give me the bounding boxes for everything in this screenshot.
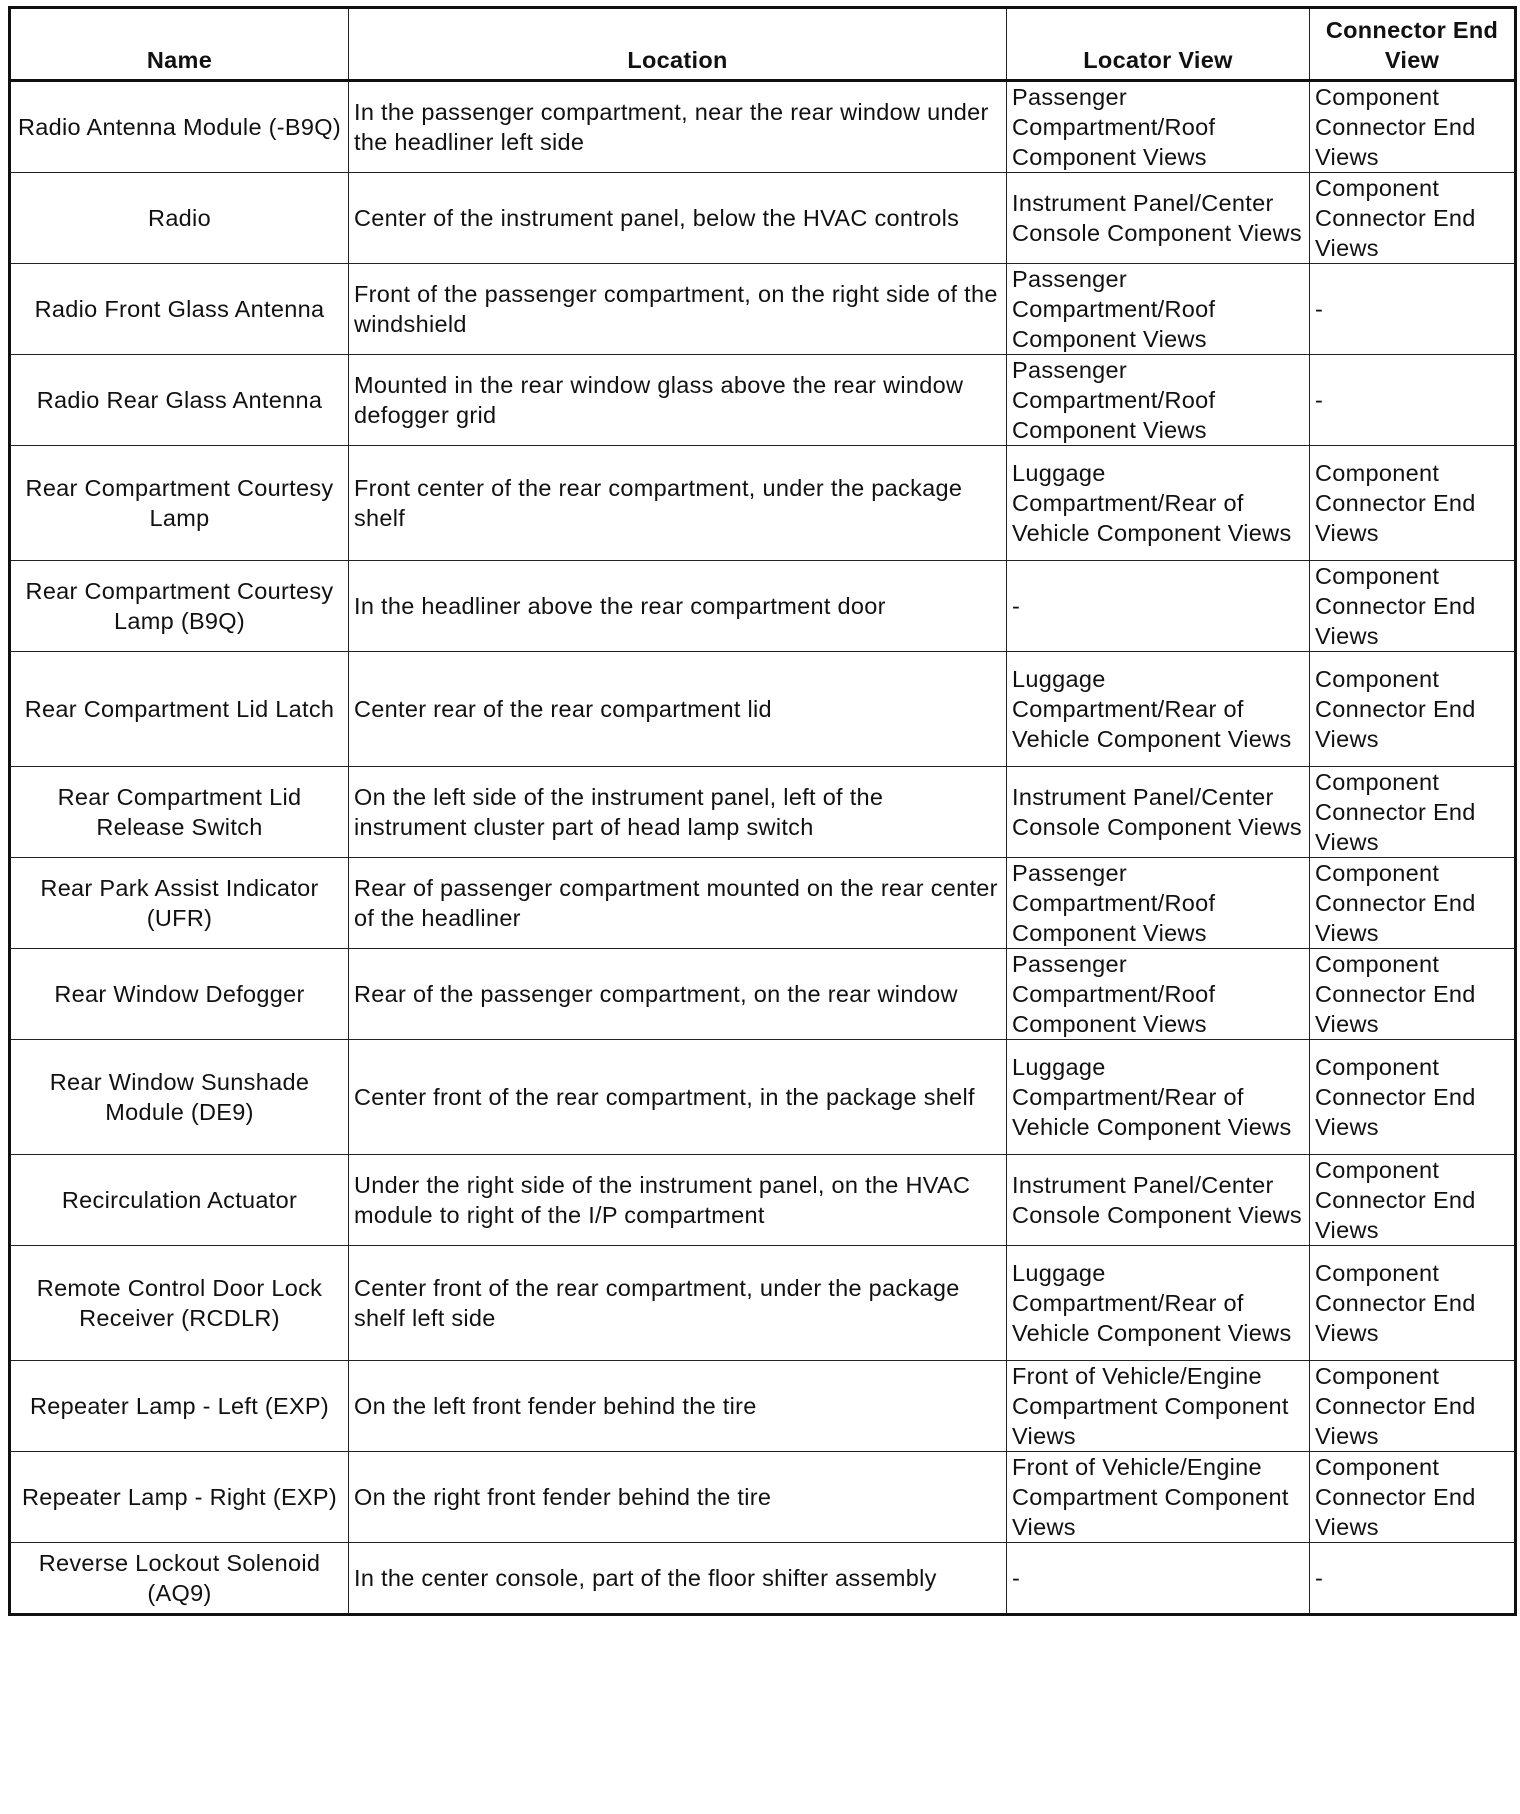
cell-location: Rear of the passenger compartment, on the rear window <box>349 949 1007 1040</box>
cell-name: Repeater Lamp - Right (EXP) <box>10 1452 349 1543</box>
cell-location: Mounted in the rear window glass above the rear window defogger grid <box>349 355 1007 446</box>
cell-name: Rear Compartment Courtesy Lamp (B9Q) <box>10 561 349 652</box>
table-row <box>10 1040 1516 1155</box>
header-location: Location <box>349 8 1007 81</box>
table-row <box>10 1155 1516 1246</box>
cell-connector-end-view: Component Connector End Views <box>1310 1246 1516 1361</box>
cell-name: Remote Control Door Lock Receiver (RCDLR) <box>10 1246 349 1361</box>
cell-connector-end-view: Component Connector End Views <box>1310 1155 1516 1246</box>
table-row <box>10 81 1516 173</box>
cell-locator-view: Passenger Compartment/Roof Component Views <box>1007 355 1310 446</box>
cell-location: On the left front fender behind the tire <box>349 1361 1007 1452</box>
cell-connector-end-view: Component Connector End Views <box>1310 1452 1516 1543</box>
cell-locator-view: - <box>1007 561 1310 652</box>
cell-connector-end-view: Component Connector End Views <box>1310 446 1516 561</box>
cell-connector-end-view: Component Connector End Views <box>1310 858 1516 949</box>
cell-location: Center rear of the rear compartment lid <box>349 652 1007 767</box>
cell-location: In the passenger compartment, near the rear window under the headliner left side <box>349 81 1007 173</box>
cell-connector-end-view: Component Connector End Views <box>1310 652 1516 767</box>
cell-location: In the center console, part of the floor shifter assembly <box>349 1543 1007 1615</box>
cell-name: Rear Compartment Courtesy Lamp <box>10 446 349 561</box>
table-header <box>10 8 1516 81</box>
cell-location: On the left side of the instrument panel, left of the instrument cluster part of head lamp switch <box>349 767 1007 858</box>
cell-locator-view: Front of Vehicle/Engine Compartment Component Views <box>1007 1361 1310 1452</box>
cell-connector-end-view: Component Connector End Views <box>1310 949 1516 1040</box>
cell-locator-view: Front of Vehicle/Engine Compartment Component Views <box>1007 1452 1310 1543</box>
cell-locator-view: Instrument Panel/Center Console Component Views <box>1007 1155 1310 1246</box>
cell-connector-end-view: Component Connector End Views <box>1310 561 1516 652</box>
table-row <box>10 1452 1516 1543</box>
table-row <box>10 1246 1516 1361</box>
cell-locator-view: Instrument Panel/Center Console Component Views <box>1007 767 1310 858</box>
cell-connector-end-view: Component Connector End Views <box>1310 81 1516 173</box>
cell-name: Radio Antenna Module (-B9Q) <box>10 81 349 173</box>
cell-locator-view: Passenger Compartment/Roof Component Views <box>1007 264 1310 355</box>
cell-location: In the headliner above the rear compartment door <box>349 561 1007 652</box>
table-row <box>10 561 1516 652</box>
cell-connector-end-view: - <box>1310 1543 1516 1615</box>
cell-name: Recirculation Actuator <box>10 1155 349 1246</box>
table-row <box>10 173 1516 264</box>
cell-location: Rear of passenger compartment mounted on the rear center of the headliner <box>349 858 1007 949</box>
table-row <box>10 1543 1516 1615</box>
cell-locator-view: Passenger Compartment/Roof Component Views <box>1007 858 1310 949</box>
cell-name: Reverse Lockout Solenoid (AQ9) <box>10 1543 349 1615</box>
cell-location: Front of the passenger compartment, on the right side of the windshield <box>349 264 1007 355</box>
cell-locator-view: Passenger Compartment/Roof Component Views <box>1007 81 1310 173</box>
cell-location: Center of the instrument panel, below the HVAC controls <box>349 173 1007 264</box>
table-row <box>10 652 1516 767</box>
table-row <box>10 858 1516 949</box>
cell-location: Under the right side of the instrument panel, on the HVAC module to right of the I/P compartment <box>349 1155 1007 1246</box>
cell-name: Rear Window Sunshade Module (DE9) <box>10 1040 349 1155</box>
table-row <box>10 264 1516 355</box>
cell-locator-view: Passenger Compartment/Roof Component Views <box>1007 949 1310 1040</box>
header-connector-end-view: Connector End View <box>1310 8 1516 81</box>
cell-locator-view: Luggage Compartment/Rear of Vehicle Component Views <box>1007 1246 1310 1361</box>
cell-connector-end-view: Component Connector End Views <box>1310 767 1516 858</box>
component-locator-sheet <box>8 6 1514 1616</box>
table-row <box>10 446 1516 561</box>
header-name: Name <box>10 8 349 81</box>
cell-name: Radio <box>10 173 349 264</box>
table-row <box>10 1361 1516 1452</box>
cell-name: Rear Window Defogger <box>10 949 349 1040</box>
cell-name: Rear Park Assist Indicator (UFR) <box>10 858 349 949</box>
cell-location: Center front of the rear compartment, in the package shelf <box>349 1040 1007 1155</box>
table-row <box>10 355 1516 446</box>
cell-locator-view: Instrument Panel/Center Console Component Views <box>1007 173 1310 264</box>
cell-connector-end-view: Component Connector End Views <box>1310 1040 1516 1155</box>
header-locator-view: Locator View <box>1007 8 1310 81</box>
cell-locator-view: Luggage Compartment/Rear of Vehicle Component Views <box>1007 652 1310 767</box>
cell-name: Radio Front Glass Antenna <box>10 264 349 355</box>
component-locator-table <box>8 6 1517 1616</box>
table-row <box>10 767 1516 858</box>
cell-location: Front center of the rear compartment, under the package shelf <box>349 446 1007 561</box>
header-row <box>10 8 1516 81</box>
cell-name: Radio Rear Glass Antenna <box>10 355 349 446</box>
cell-location: Center front of the rear compartment, under the package shelf left side <box>349 1246 1007 1361</box>
cell-locator-view: Luggage Compartment/Rear of Vehicle Component Views <box>1007 446 1310 561</box>
cell-locator-view: Luggage Compartment/Rear of Vehicle Component Views <box>1007 1040 1310 1155</box>
cell-connector-end-view: Component Connector End Views <box>1310 173 1516 264</box>
cell-locator-view: - <box>1007 1543 1310 1615</box>
cell-name: Rear Compartment Lid Release Switch <box>10 767 349 858</box>
table-body <box>10 81 1516 1615</box>
cell-location: On the right front fender behind the tire <box>349 1452 1007 1543</box>
cell-connector-end-view: - <box>1310 355 1516 446</box>
table-row <box>10 949 1516 1040</box>
cell-connector-end-view: - <box>1310 264 1516 355</box>
cell-connector-end-view: Component Connector End Views <box>1310 1361 1516 1452</box>
cell-name: Repeater Lamp - Left (EXP) <box>10 1361 349 1452</box>
cell-name: Rear Compartment Lid Latch <box>10 652 349 767</box>
